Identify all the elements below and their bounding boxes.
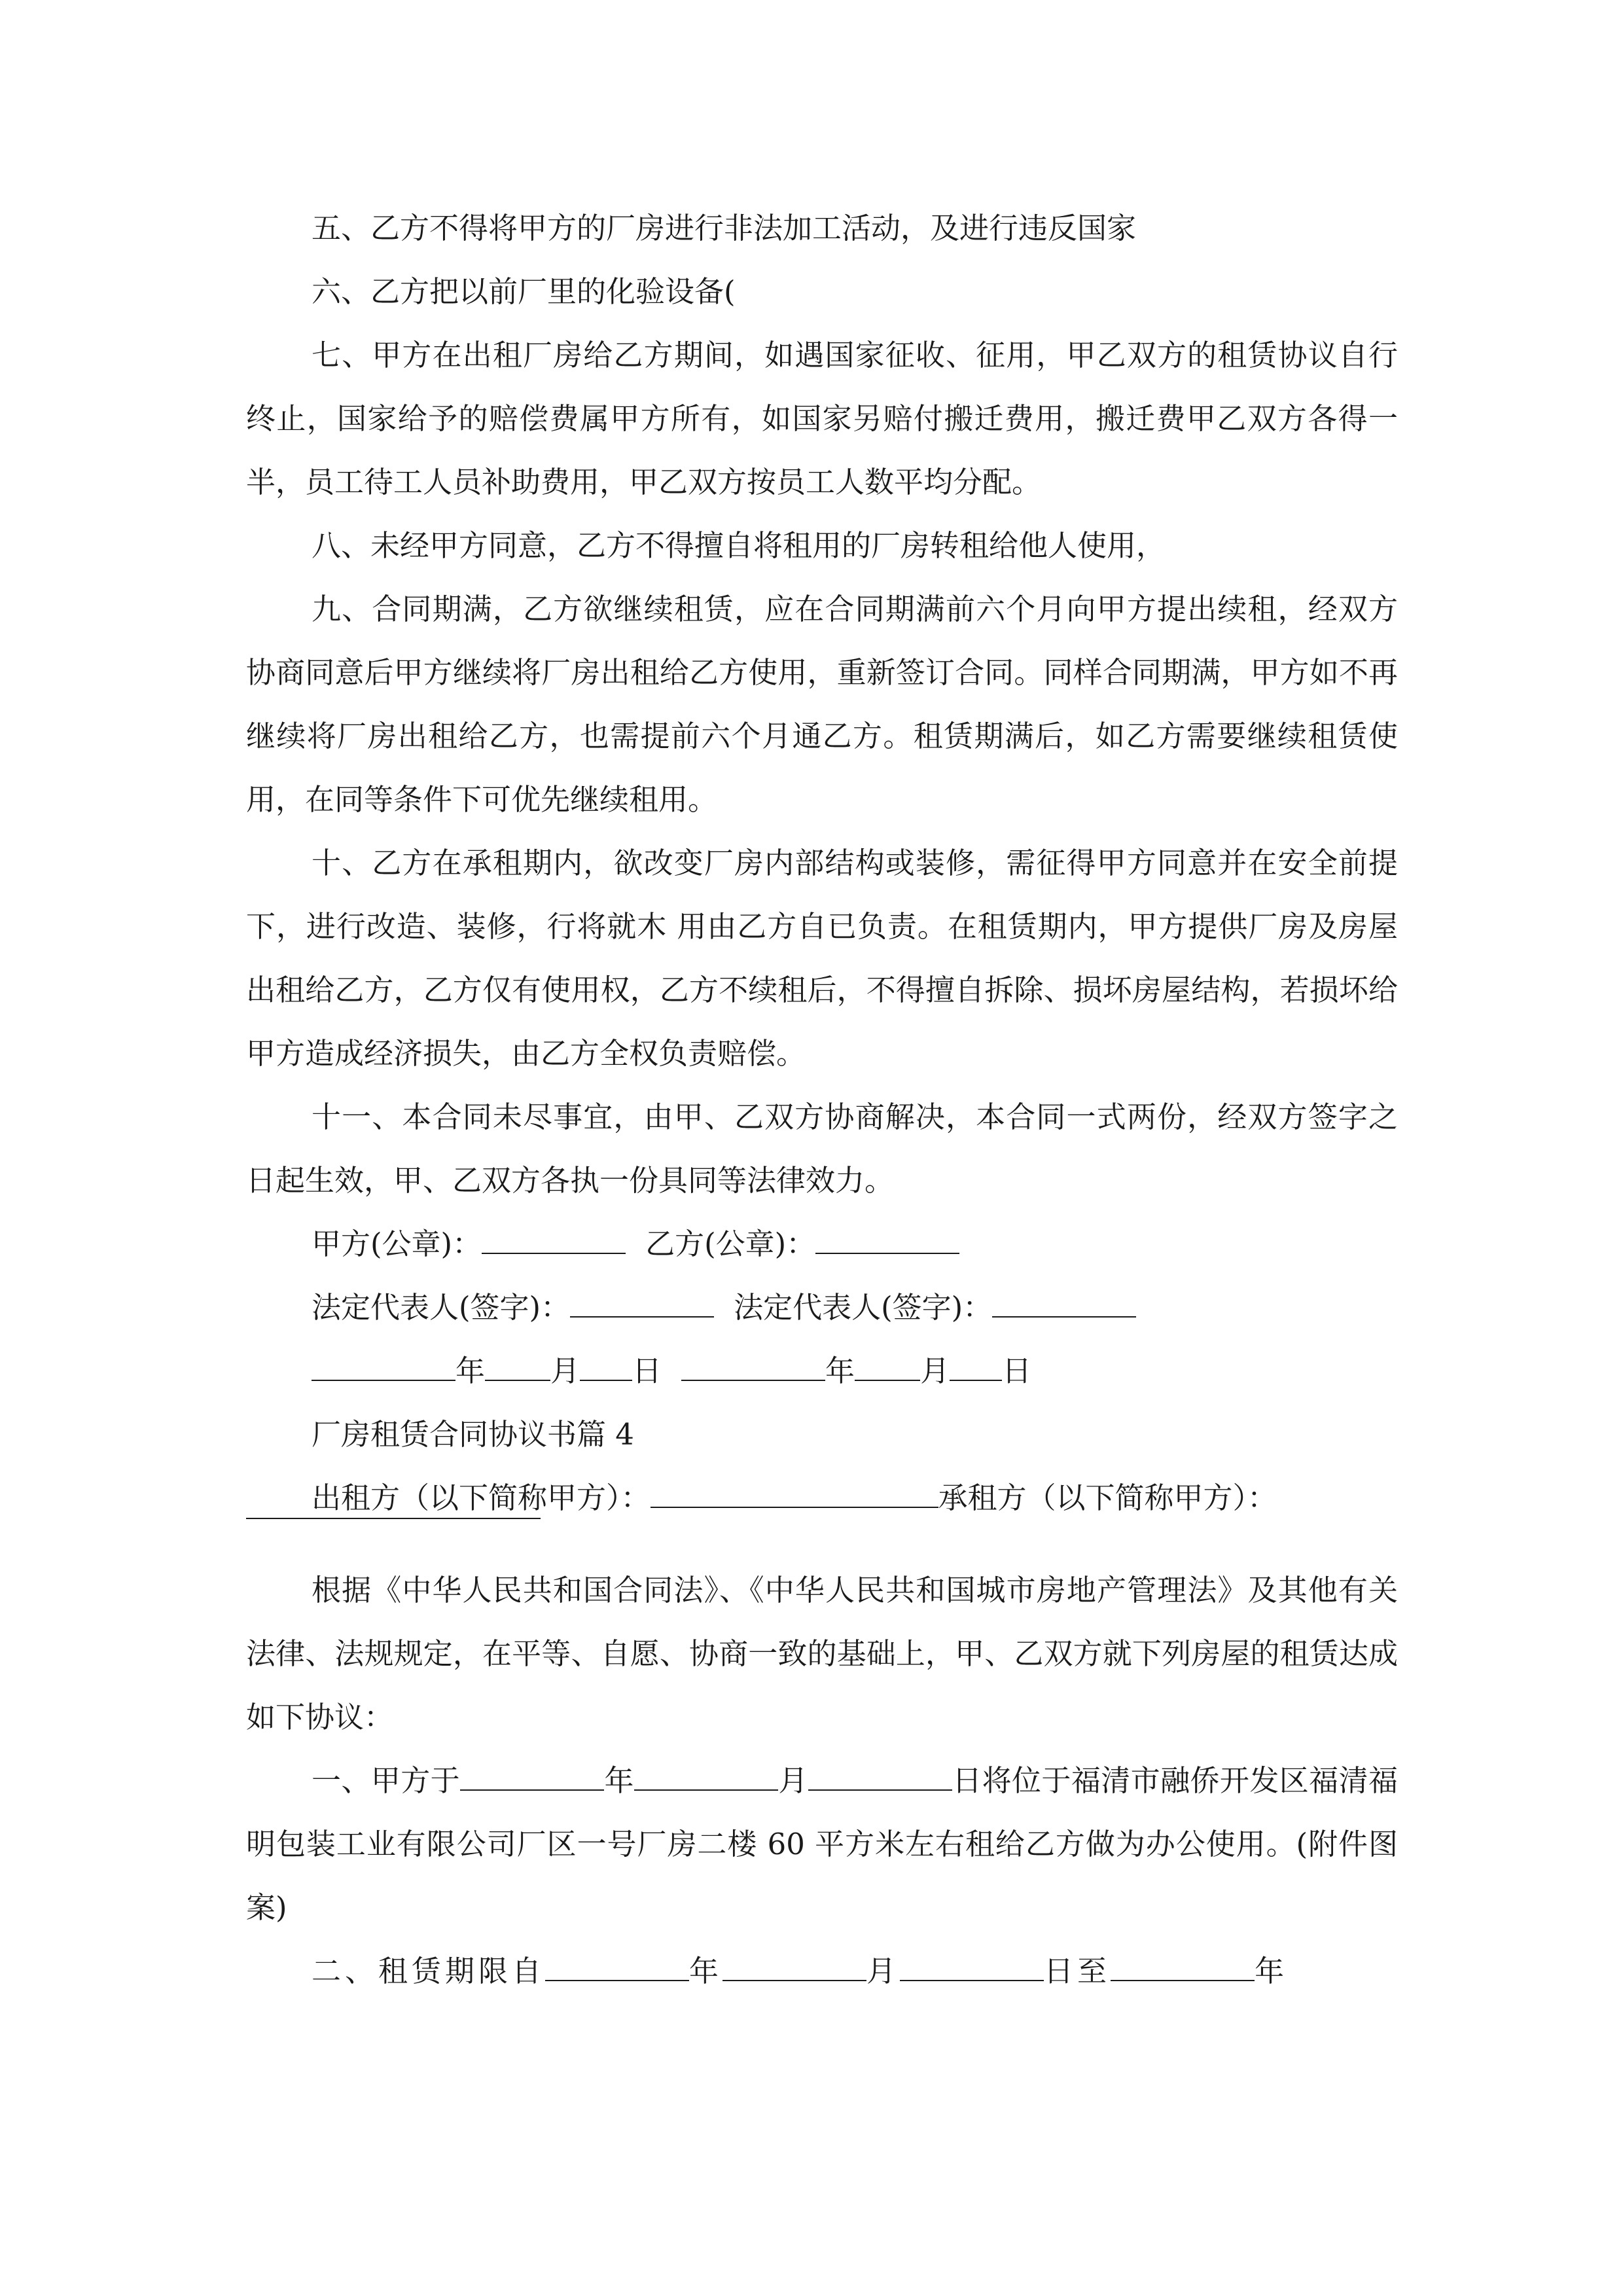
lessor-label: 出租方（以下简称甲方）： — [312, 1480, 651, 1515]
date-a-month-blank[interactable] — [485, 1354, 550, 1381]
legal-rep-b-blank[interactable] — [992, 1290, 1136, 1318]
legal-rep-line — [246, 1276, 1398, 1339]
date-b-day-label: 日 — [1002, 1354, 1032, 1388]
clause-2-year-label: 年 — [689, 1954, 723, 1988]
clause-2-day-blank[interactable] — [900, 1954, 1044, 1981]
lessee-label: 承租方（以下简称甲方）： — [938, 1480, 1277, 1515]
clause-2-year2-blank[interactable] — [1111, 1954, 1255, 1981]
preamble: 根据《中华人民共和国合同法》、《中华人民共和国城市房地产管理法》及其他有关法律、法规规定，在平等、自愿、协商一致的基础上，甲、乙双方就下列房屋的租赁达成如下协议： — [246, 1573, 1398, 1734]
legal-rep-b-label: 法定代表人(签字)： — [734, 1290, 993, 1325]
seal-line — [246, 1212, 1398, 1276]
date-a-month-label: 月 — [550, 1354, 580, 1388]
clause-2-month-label: 月 — [866, 1954, 901, 1988]
section-title: 厂房租赁合同协议书篇 4 — [312, 1417, 634, 1452]
document-body — [246, 196, 1398, 2003]
lessor-blank[interactable] — [651, 1480, 938, 1508]
legal-rep-a-blank[interactable] — [570, 1290, 714, 1318]
date-b-month-label: 月 — [920, 1354, 950, 1388]
date-b-day-blank[interactable] — [950, 1354, 1002, 1381]
clause-1 — [246, 1749, 1398, 1939]
date-a-day-blank[interactable] — [580, 1354, 632, 1381]
clause-8: 八、未经甲方同意，乙方不得擅自将租用的厂房转租给他人使用， — [312, 528, 1166, 563]
parties-line — [246, 1466, 1398, 1530]
date-line — [246, 1339, 1398, 1403]
clause-7: 七、甲方在出租厂房给乙方期间，如遇国家征收、征用，甲乙双方的租赁协议自行终止，国家给予的赔偿费属甲方所有，如国家另赔付搬迁费用，搬迁费甲乙双方各得一半，员工待工人员补助费用，甲乙双方按员工人数平均分配。 — [246, 338, 1398, 499]
clause-9: 九、合同期满，乙方欲继续租赁，应在合同期满前六个月向甲方提出续租，经双方协商同意后甲方继续将厂房出租给乙方使用，重新签订合同。同样合同期满，甲方如不再继续将厂房出租给乙方，也需提前六个月通乙方。租赁期满后，如乙方需要继续租赁使用，在同等条件下可优先继续租用。 — [246, 592, 1398, 817]
clause-11: 十一、本合同未尽事宜，由甲、乙双方协商解决，本合同一式两份，经双方签字之日起生效，甲、乙双方各执一份具同等法律效力。 — [246, 1100, 1398, 1198]
party-b-seal-label: 乙方(公章)： — [645, 1227, 816, 1261]
clause-1-month-label: 月 — [777, 1763, 808, 1798]
clause-5: 五、乙方不得将甲方的厂房进行非法加工活动，及进行违反国家 — [312, 211, 1137, 245]
date-b-month-blank[interactable] — [855, 1354, 920, 1381]
date-b-year-blank[interactable] — [681, 1354, 825, 1381]
party-b-seal-blank[interactable] — [815, 1227, 959, 1254]
date-a-year-label: 年 — [455, 1354, 486, 1388]
clause-2-prefix: 二、租赁期限自 — [312, 1954, 546, 1988]
legal-rep-a-label: 法定代表人(签字)： — [312, 1290, 571, 1325]
clause-1-year-label: 年 — [604, 1763, 634, 1798]
date-a-day-label: 日 — [632, 1354, 662, 1388]
clause-1-day-blank[interactable] — [808, 1763, 952, 1791]
clause-1-prefix: 一、甲方于 — [312, 1763, 461, 1798]
clause-1-month-blank[interactable] — [634, 1763, 778, 1791]
clause-1-year-blank[interactable] — [460, 1763, 604, 1791]
clause-2 — [246, 1939, 1398, 2003]
date-a-year-blank[interactable] — [312, 1354, 455, 1381]
clause-2-month-blank[interactable] — [722, 1954, 866, 1981]
clause-2-year-blank[interactable] — [545, 1954, 689, 1981]
clause-1-rest: 日将位于福清市融侨开发区福清福明包装工业有限公司厂区一号厂房二楼 60 平方米左右租给乙方做为办公使用。(附件图案) — [246, 1763, 1398, 1925]
clause-6: 六、乙方把以前厂里的化验设备( — [312, 274, 736, 309]
party-a-seal-label: 甲方(公章)： — [312, 1227, 482, 1261]
party-a-seal-blank[interactable] — [482, 1227, 626, 1254]
clause-2-day-to: 日至 — [1044, 1954, 1111, 1988]
clause-2-year2-label: 年 — [1255, 1954, 1289, 1988]
date-b-year-label: 年 — [825, 1354, 855, 1388]
clause-10: 十、乙方在承租期内，欲改变厂房内部结构或装修，需征得甲方同意并在安全前提下，进行改造、装修，行将就木 用由乙方自已负责。在租赁期内，甲方提供厂房及房屋出租给乙方，乙方仅有使用权，乙方不续租后，不得擅自拆除、损坏房屋结构，若损坏给甲方造成经济损失，由乙方全权负责赔偿。 — [246, 846, 1398, 1071]
